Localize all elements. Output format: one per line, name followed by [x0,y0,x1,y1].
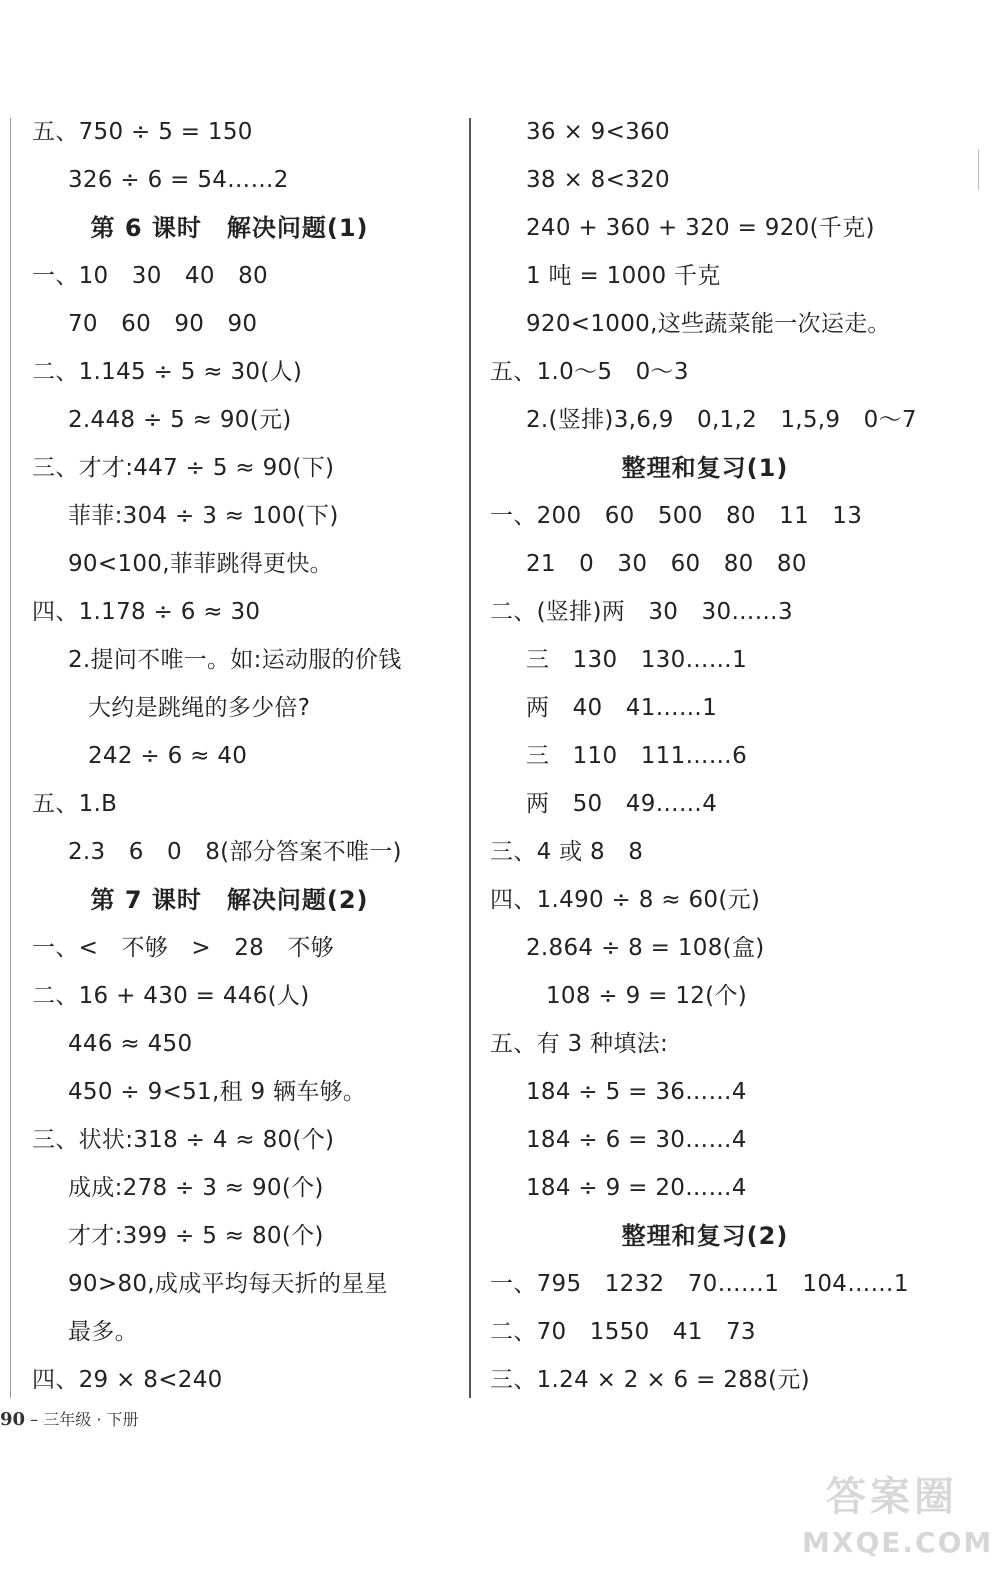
answer-line: 菲菲:304 ÷ 3 ≈ 100(下) [68,503,339,529]
answer-line: 四、1.178 ÷ 6 ≈ 30 [32,599,261,625]
column-divider [469,118,471,1398]
answer-line: 二、16 + 430 = 446(人) [32,983,310,1009]
answer-line: 三 110 111……6 [526,743,748,769]
grade-label: 三年级 · 下册 [43,1410,139,1429]
right-column [490,108,930,1404]
answer-line: 90>80,成成平均每天折的星星 [68,1271,388,1297]
answer-line: 四、29 × 8<240 [32,1367,223,1393]
answer-line: 184 ÷ 9 = 20……4 [526,1175,747,1201]
answer-line: 446 ≈ 450 [68,1031,193,1057]
answer-line: 184 ÷ 6 = 30……4 [526,1127,747,1153]
left-margin-rule [10,118,11,1398]
watermark-url: MXQE.COM [802,1526,994,1559]
answer-line: 一、795 1232 70……1 104……1 [490,1271,909,1297]
answer-line: 一、200 60 500 80 11 13 [490,503,863,529]
answer-line: 90<100,菲菲跳得更快。 [68,551,333,577]
left-column [32,108,457,1404]
answer-line: 242 ÷ 6 ≈ 40 [88,743,248,769]
answer-line: 326 ÷ 6 = 54……2 [68,167,289,193]
answer-line: 108 ÷ 9 = 12(个) [546,983,748,1009]
answer-line: 38 × 8<320 [526,167,670,193]
answer-line: 240 + 360 + 320 = 920(千克) [526,215,875,241]
answer-line: 大约是跳绳的多少倍? [88,695,311,721]
answer-line: 三 130 130……1 [526,647,748,673]
answer-line: 两 40 41……1 [526,695,718,721]
answer-line: 五、1.B [32,791,118,817]
site-watermark [802,1471,994,1571]
answer-line: 2.提问不唯一。如:运动服的价钱 [68,647,402,673]
answer-line: 2.864 ÷ 8 = 108(盒) [526,935,765,961]
answer-line: 一、< 不够 > 28 不够 [32,935,335,961]
right-margin-mark [978,150,979,190]
answer-line: 184 ÷ 5 = 36……4 [526,1079,747,1105]
answer-line: 一、10 30 40 80 [32,263,268,289]
section-heading: 第 6 课时 解决问题(1) [90,214,369,242]
answer-line: 21 0 30 60 80 80 [526,551,807,577]
answer-line: 36 × 9<360 [526,119,670,145]
answer-line: 最多。 [68,1319,138,1345]
answer-line: 70 60 90 90 [68,311,258,337]
answer-line: 五、有 3 种填法: [490,1031,669,1057]
answer-line: 三、状状:318 ÷ 4 ≈ 80(个) [32,1127,335,1153]
answer-line: 五、750 ÷ 5 = 150 [32,119,253,145]
page-footer [0,1407,139,1430]
section-heading: 整理和复习(2) [621,1222,789,1250]
answer-line: 两 50 49……4 [526,791,718,817]
section-heading: 第 7 课时 解决问题(2) [90,886,369,914]
answer-line: 才才:399 ÷ 5 ≈ 80(个) [68,1223,324,1249]
answer-line: 450 ÷ 9<51,租 9 辆车够。 [68,1079,367,1105]
answer-line: 三、1.24 × 2 × 6 = 288(元) [490,1367,810,1393]
answer-line: 二、1.145 ÷ 5 ≈ 30(人) [32,359,303,385]
answer-line: 成成:278 ÷ 3 ≈ 90(个) [68,1175,324,1201]
answer-line: 二、(竖排)两 30 30……3 [490,599,793,625]
answer-line: 2.(竖排)3,6,9 0,1,2 1,5,9 0～7 [526,407,917,433]
answer-line: 四、1.490 ÷ 8 ≈ 60(元) [490,887,761,913]
footer-separator: – [25,1410,44,1429]
answer-line: 三、4 或 8 8 [490,839,644,865]
answer-line: 2.448 ÷ 5 ≈ 90(元) [68,407,292,433]
answer-line: 920<1000,这些蔬菜能一次运走。 [526,311,891,337]
answer-line: 1 吨 = 1000 千克 [526,263,721,289]
answer-line: 五、1.0～5 0～3 [490,359,689,385]
watermark-logo-text: 答案圈 [826,1474,958,1520]
answer-line: 三、才才:447 ÷ 5 ≈ 90(下) [32,455,335,481]
page-number: 90 [0,1409,26,1430]
answer-line: 2.3 6 0 8(部分答案不唯一) [68,839,402,865]
section-heading: 整理和复习(1) [621,454,789,482]
answer-line: 二、70 1550 41 73 [490,1319,756,1345]
